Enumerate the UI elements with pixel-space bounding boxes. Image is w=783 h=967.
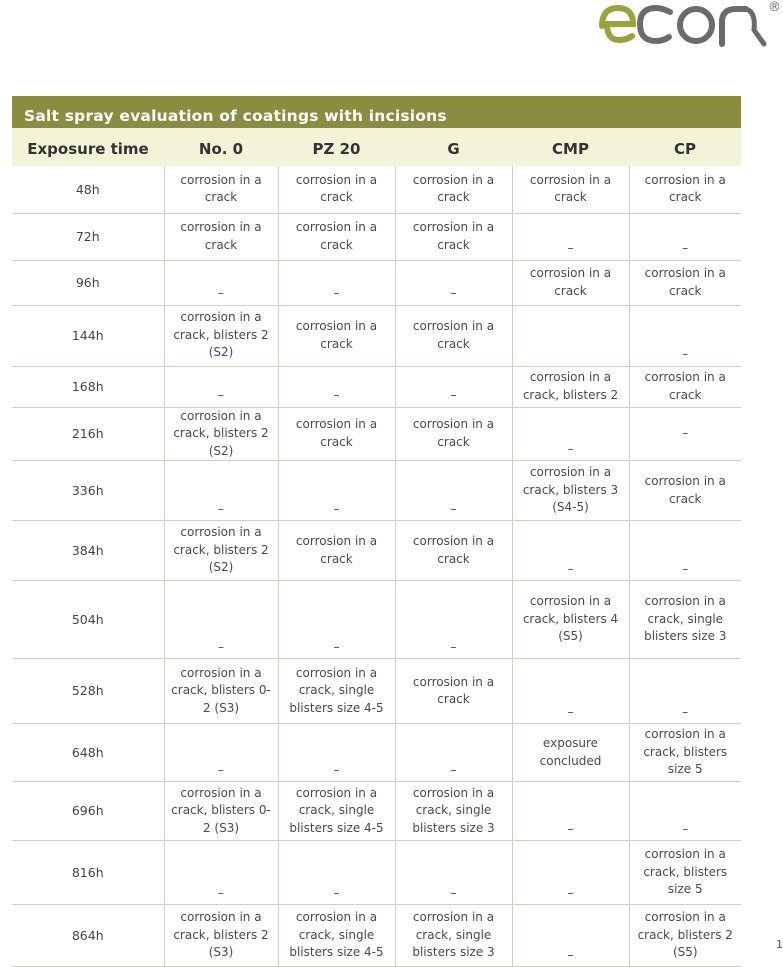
exposure-time-cell: 696h — [12, 782, 164, 841]
table-cell: – — [512, 841, 629, 905]
table-cell: – — [512, 782, 629, 841]
ecor-logo — [596, 0, 780, 50]
table-cell — [512, 305, 629, 366]
table-cell: – — [164, 260, 278, 305]
table-row — [12, 366, 741, 407]
table-cell: corrosion in a crack — [278, 305, 395, 366]
exposure-time-cell: 96h — [12, 260, 164, 305]
table-cell: – — [512, 213, 629, 260]
table-cell: – — [629, 521, 741, 581]
table-cell: corrosion in a crack — [164, 166, 278, 213]
table-cell: – — [395, 581, 512, 659]
table-cell: corrosion in a crack — [395, 659, 512, 724]
table-cell: corrosion in a crack — [395, 166, 512, 213]
registered-mark: ® — [768, 0, 781, 15]
table-cell: corrosion in a crack — [629, 260, 741, 305]
table-cell: corrosion in a crack, blisters 4 (S5) — [512, 581, 629, 659]
salt-spray-table — [12, 128, 741, 967]
table-row — [12, 724, 741, 782]
table-cell: – — [629, 213, 741, 260]
table-cell: – — [164, 581, 278, 659]
header-pz20: PZ 20 — [278, 128, 395, 166]
table-cell: corrosion in a crack, single blisters size 3 — [395, 905, 512, 967]
table-row — [12, 260, 741, 305]
table-cell: corrosion in a crack — [512, 260, 629, 305]
table-cell: – — [278, 581, 395, 659]
table-cell: – — [512, 521, 629, 581]
exposure-time-cell: 816h — [12, 841, 164, 905]
table-cell: – — [164, 366, 278, 407]
table-cell: corrosion in a crack, blisters 3 (S4-5) — [512, 461, 629, 521]
exposure-time-cell: 864h — [12, 905, 164, 967]
table-cell: corrosion in a crack — [278, 521, 395, 581]
table-cell: – — [164, 461, 278, 521]
table-cell: corrosion in a crack — [512, 166, 629, 213]
table-cell: – — [629, 305, 741, 366]
table-cell: – — [278, 841, 395, 905]
table-row — [12, 461, 741, 521]
table-cell: corrosion in a crack, blisters 0-2 (S3) — [164, 782, 278, 841]
table-cell: corrosion in a crack, single blisters size 4-5 — [278, 782, 395, 841]
table-cell: corrosion in a crack, blisters size 5 — [629, 841, 741, 905]
table-cell: exposure concluded — [512, 724, 629, 782]
header-cp: CP — [629, 128, 741, 166]
table-cell: – — [395, 366, 512, 407]
table-cell: corrosion in a crack — [629, 366, 741, 407]
exposure-time-cell: 504h — [12, 581, 164, 659]
table-cell: corrosion in a crack — [395, 407, 512, 461]
table-cell: – — [629, 407, 741, 461]
table-cell: corrosion in a crack, single blisters size 4-5 — [278, 659, 395, 724]
table-cell: corrosion in a crack, blisters 2 (S5) — [629, 905, 741, 967]
table-cell: corrosion in a crack, blisters 2 (S2) — [164, 305, 278, 366]
table-cell: corrosion in a crack, blisters 2 (S2) — [164, 407, 278, 461]
table-cell: – — [278, 461, 395, 521]
table-cell: – — [395, 841, 512, 905]
table-cell: – — [395, 260, 512, 305]
table-cell: – — [629, 782, 741, 841]
table-cell: corrosion in a crack — [164, 213, 278, 260]
table-cell: corrosion in a crack — [278, 407, 395, 461]
table-cell: corrosion in a crack, blisters size 5 — [629, 724, 741, 782]
table-cell: corrosion in a crack — [629, 166, 741, 213]
table-cell: corrosion in a crack, single blisters size 3 — [395, 782, 512, 841]
header-no0: No. 0 — [164, 128, 278, 166]
table-cell: – — [395, 724, 512, 782]
table-cell: – — [278, 260, 395, 305]
table-cell: – — [164, 841, 278, 905]
exposure-time-cell: 168h — [12, 366, 164, 407]
header-g: G — [395, 128, 512, 166]
table-header-row — [12, 128, 741, 166]
table-cell: – — [278, 366, 395, 407]
table-cell: – — [512, 407, 629, 461]
ecor-logo-graphic — [596, 0, 780, 50]
table-row — [12, 521, 741, 581]
table-row — [12, 841, 741, 905]
table-row — [12, 782, 741, 841]
table-cell: corrosion in a crack, blisters 2 — [512, 366, 629, 407]
table-cell: corrosion in a crack — [395, 521, 512, 581]
table-row — [12, 581, 741, 659]
exposure-time-cell: 144h — [12, 305, 164, 366]
table-cell: – — [512, 905, 629, 967]
header-exposure-time: Exposure time — [12, 128, 164, 166]
table-cell: corrosion in a crack, single blisters size 4-5 — [278, 905, 395, 967]
exposure-time-cell: 216h — [12, 407, 164, 461]
table-cell: – — [395, 461, 512, 521]
table-cell: – — [629, 659, 741, 724]
exposure-time-cell: 384h — [12, 521, 164, 581]
exposure-time-cell: 528h — [12, 659, 164, 724]
table-title: Salt spray evaluation of coatings with incisions — [12, 96, 741, 128]
table-cell: corrosion in a crack — [395, 213, 512, 260]
table-cell: corrosion in a crack — [278, 166, 395, 213]
table-cell: corrosion in a crack, blisters 0-2 (S3) — [164, 659, 278, 724]
page-edge-mark: 1 — [776, 938, 783, 951]
table-row — [12, 407, 741, 461]
table-cell: – — [512, 659, 629, 724]
table-cell: – — [278, 724, 395, 782]
table-row — [12, 166, 741, 213]
table-cell: corrosion in a crack, blisters 2 (S2) — [164, 521, 278, 581]
exposure-time-cell: 648h — [12, 724, 164, 782]
exposure-time-cell: 336h — [12, 461, 164, 521]
table-cell: corrosion in a crack, blisters 2 (S3) — [164, 905, 278, 967]
table-cell: corrosion in a crack — [629, 461, 741, 521]
table-row — [12, 905, 741, 967]
exposure-time-cell: 72h — [12, 213, 164, 260]
header-cmp: CMP — [512, 128, 629, 166]
table-row — [12, 305, 741, 366]
table-row — [12, 213, 741, 260]
exposure-time-cell: 48h — [12, 166, 164, 213]
table-row — [12, 659, 741, 724]
table-cell: corrosion in a crack — [278, 213, 395, 260]
table-cell: corrosion in a crack, single blisters size 3 — [629, 581, 741, 659]
table-cell: – — [164, 724, 278, 782]
table-cell: corrosion in a crack — [395, 305, 512, 366]
